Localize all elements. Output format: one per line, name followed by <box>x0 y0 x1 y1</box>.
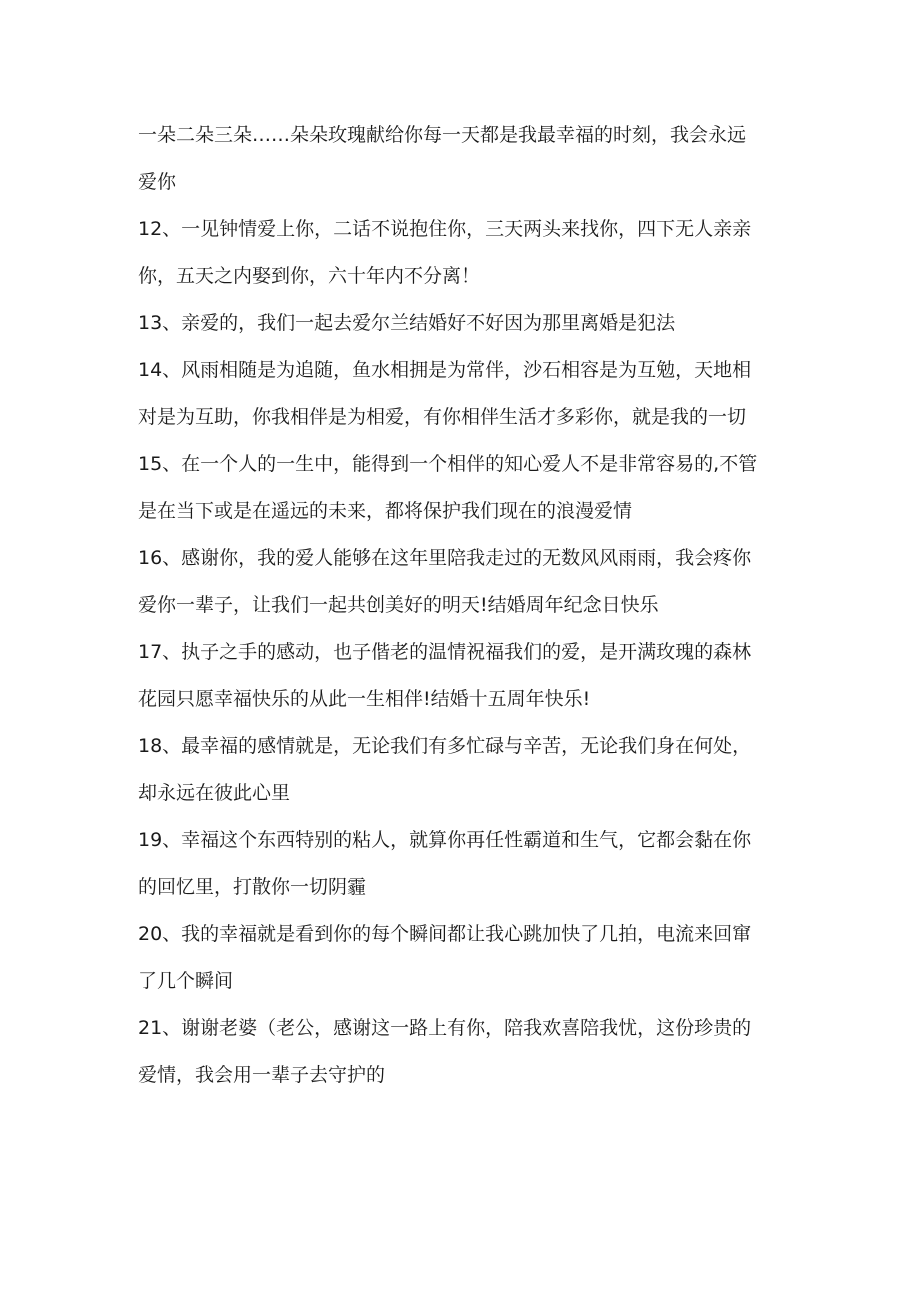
text-line: 的回忆里，打散你一切阴霾 <box>138 876 367 898</box>
text-line: 却永远在彼此心里 <box>138 782 291 804</box>
text-line: 19、幸福这个东西特别的粘人，就算你再任性霸道和生气，它都会黏在你 <box>138 829 752 851</box>
text-line: 爱你一辈子，让我们一起共创美好的明天!结婚周年纪念日快乐 <box>138 594 659 616</box>
text-line: 爱情，我会用一辈子去守护的 <box>138 1064 386 1086</box>
text-line: 对是为互助，你我相伴是为相爱，有你相伴生活才多彩你，就是我的一切 <box>138 406 747 428</box>
text-line: 20、我的幸福就是看到你的每个瞬间都让我心跳加快了几拍，电流来回窜 <box>138 923 752 945</box>
text-line: 16、感谢你，我的爱人能够在这年里陪我走过的无数风风雨雨，我会疼你 <box>138 547 752 569</box>
text-line: 12、一见钟情爱上你，二话不说抱住你，三天两头来找你，四下无人亲亲 <box>138 218 752 240</box>
text-line: 了几个瞬间 <box>138 970 234 992</box>
text-line: 21、谢谢老婆（老公，感谢这一路上有你，陪我欢喜陪我忧，这份珍贵的 <box>138 1017 752 1039</box>
document-body <box>138 112 788 1099</box>
text-line: 14、风雨相随是为追随，鱼水相拥是为常伴，沙石相容是为互勉，天地相 <box>138 359 752 381</box>
text-line: 17、执子之手的感动，也子偕老的温情祝福我们的爱，是开满玫瑰的森林 <box>138 641 752 663</box>
text-line: 一朵二朵三朵……朵朵玫瑰献给你每一天都是我最幸福的时刻，我会永远 <box>138 124 747 146</box>
text-line: 你，五天之内娶到你，六十年内不分离！ <box>138 265 481 287</box>
text-line: 是在当下或是在遥远的未来，都将保护我们现在的浪漫爱情 <box>138 500 633 522</box>
text-line: 花园只愿幸福快乐的从此一生相伴!结婚十五周年快乐! <box>138 688 591 710</box>
text-line: 13、亲爱的，我们一起去爱尔兰结婚好不好因为那里离婚是犯法 <box>138 312 676 334</box>
text-line: 18、最幸福的感情就是，无论我们有多忙碌与辛苦，无论我们身在何处， <box>138 735 752 757</box>
text-line: 15、在一个人的一生中，能得到一个相伴的知心爱人不是非常容易的,不管 <box>138 453 758 475</box>
text-line: 爱你 <box>138 171 177 193</box>
